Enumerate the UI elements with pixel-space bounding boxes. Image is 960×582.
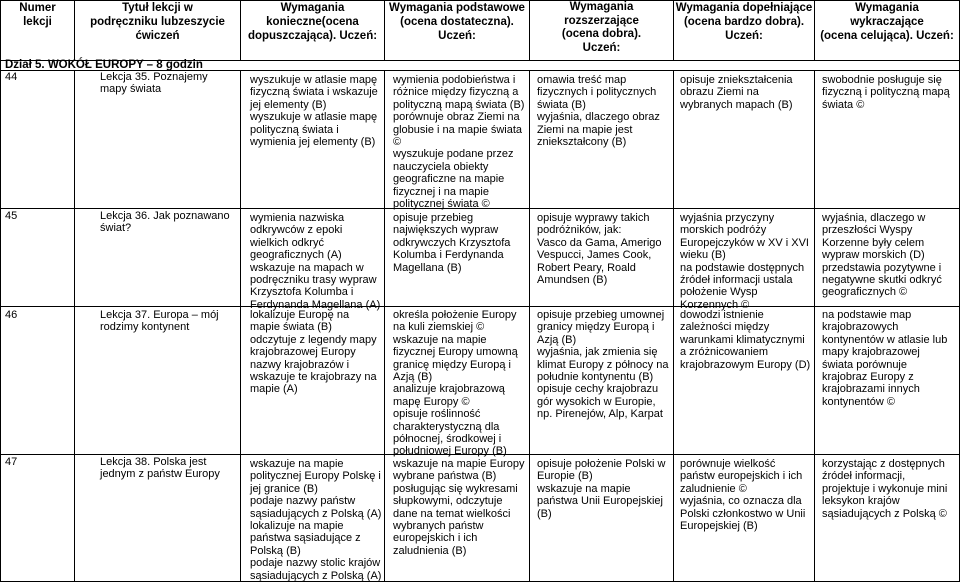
row-47-rozszerzajace: opisuje położenie Polski w Europie (B) wskazuje na mapie państwa Unii Europejskiej (B): [537, 458, 666, 520]
header-tytul: Tytuł lekcji w podręczniku lubzeszycie ćwiczeń: [90, 2, 225, 42]
header-podstawowe: Wymagania podstawowe (ocena dostateczna). Uczeń:: [389, 2, 525, 42]
grid-line: [0, 0, 1, 582]
section-title: Dział 5. WOKÓŁ EUROPY – 8 godzin: [5, 59, 203, 71]
row-47-tytul: Lekcja 38. Polska jest jednym z państw Europy: [100, 456, 220, 481]
header-rozszerzajace: Wymagania rozszerzające (ocena dobra). Uczeń:: [561, 1, 642, 54]
row-44-tytul: Lekcja 35. Poznajemy mapy świata: [100, 71, 208, 96]
header-dopelniajace: Wymagania dopełniające (ocena bardzo dobra). Uczeń:: [675, 2, 813, 42]
row-46-wykraczajace: na podstawie map krajobrazowych kontynentów w atlasie lub mapy krajobrazowej świata porównuje krajobraz Europy z krajobrazami innych kontynentów ©: [822, 309, 948, 408]
grid-line: [74, 70, 75, 582]
row-45-rozszerzajace: opisuje wyprawy takich podróżników, jak: Vasco da Gama, Amerigo Vespucci, James Cook, Robert Peary, Roald Amundsen (B): [537, 212, 662, 287]
header-numer: Numer lekcji: [19, 2, 56, 28]
row-46-tytul: Lekcja 37. Europa – mój rodzimy kontynent: [100, 309, 219, 334]
header-konieczne: Wymagania konieczne(ocena dopuszczająca). Uczeń:: [247, 2, 378, 42]
row-44-wykraczajace: swobodnie posługuje się fizyczną i polityczną mapą świata ©: [822, 74, 950, 111]
header-wykraczajace: Wymagania wykraczające (ocena celująca). Uczeń:: [820, 2, 954, 42]
row-46-konieczne: lokalizuje Europę na mapie świata (B) odczytuje z legendy mapy krajobrazowej Europy nazwy krajobrazów i wskazuje te krajobrazy na mapie (A): [250, 309, 377, 396]
row-47-wykraczajace: korzystając z dostępnych źródeł informacji, projektuje i wykonuje mini leksykon krajów sąsiadujących z Polską ©: [822, 458, 948, 520]
row-46-rozszerzajace: opisuje przebieg umownej granicy między Europą i Azją (B) wyjaśnia, jak zmienia się klimat Europy z północy na południe kontynentu (B) opisuje cechy krajobrazu gór wysokich w Europie, np. Pirenejów, Alp, Karpat: [537, 309, 669, 421]
row-45-dopelniajace: wyjaśnia przyczyny morskich podróży Europejczyków w XV i XVI wieku (B) na podstawie dostępnych źródeł informacji ustala położenie Wysp Korzennych ©: [680, 212, 809, 311]
row-44-dopelniajace: opisuje zniekształcenia obrazu Ziemi na wybranych mapach (B): [680, 74, 793, 111]
row-45-numer: 45: [5, 210, 18, 222]
row-47-podstawowe: wskazuje na mapie Europy wybrane państwa (B) posługując się wykresami słupkowymi, odczytuje dane na temat wielkości wybranych państw europejskich i ich zaludnienia (B): [393, 458, 525, 557]
grid-line: [673, 70, 674, 582]
row-44-rozszerzajace: omawia treść map fizycznych i politycznych świata (B) wyjaśnia, dlaczego obraz Ziemi na mapie jest zniekształcony (B): [537, 74, 660, 149]
row-46-podstawowe: określa położenie Europy na kuli ziemskiej © wskazuje na mapie fizycznej Europy umowną granicę między Europą i Azją (B) analizuje krajobrazową mapę Europy © opisuje roślinność charakterystyczną dla północnej, środkowej i południowej Europy (B): [393, 309, 518, 458]
row-47-konieczne: wskazuje na mapie politycznej Europy Polskę i jej granice (B) podaje nazwy państw sąsiadujących z Polską (A) lokalizuje na mapie państwa sąsiadujące z Polską (B) podaje nazwy stolic krajów sąsiadujących z Polską (A): [250, 458, 382, 582]
grid-line: [529, 70, 530, 582]
row-45-podstawowe: opisuje przebieg największych wypraw odkrywczych Krzysztofa Kolumba i Ferdynanda Magellana (B): [393, 212, 511, 274]
row-46-dopelniajace: dowodzi istnienie zależności między warunkami klimatycznymi a zróżnicowaniem krajobrazowym Europy (D): [680, 309, 811, 371]
grid-line: [240, 70, 241, 582]
row-47-numer: 47: [5, 456, 18, 468]
row-44-konieczne: wyszukuje w atlasie mapę fizyczną świata i wskazuje jej elementy (B) wyszukuje w atlasie mapę polityczną świata i wymienia jej elementy (B): [250, 74, 378, 149]
grid-line: [384, 70, 385, 582]
row-45-konieczne: wymienia nazwiska odkrywców z epoki wielkich odkryć geograficznych (A) wskazuje na mapach w podręczniku trasy wypraw Krzysztofa Kolumba i Ferdynanda Magellana (A): [250, 212, 381, 311]
row-47-dopelniajace: porównuje wielkość państw europejskich i ich zaludnienie © wyjaśnia, co oznacza dla Polski członkostwo w Unii Europejskiej (B): [680, 458, 806, 533]
row-45-tytul: Lekcja 36. Jak poznawano świat?: [100, 210, 230, 235]
row-44-numer: 44: [5, 71, 18, 83]
grid-line: [0, 306, 960, 307]
row-46-numer: 46: [5, 309, 18, 321]
row-44-podstawowe: wymienia podobieństwa i różnice między fizyczną a polityczną mapą świata (B) porównuje obraz Ziemi na globusie i na mapie świata © wyszukuje podane przez nauczyciela obiekty geograficzne na mapie fizycznej i na mapie politycznej świata ©: [393, 74, 525, 211]
grid-line: [814, 70, 815, 582]
row-45-wykraczajace: wyjaśnia, dlaczego w przeszłości Wyspy Korzenne były celem wypraw morskich (D) przedstawia pozytywne i negatywne skutki odkryć geograficznych ©: [822, 212, 942, 299]
